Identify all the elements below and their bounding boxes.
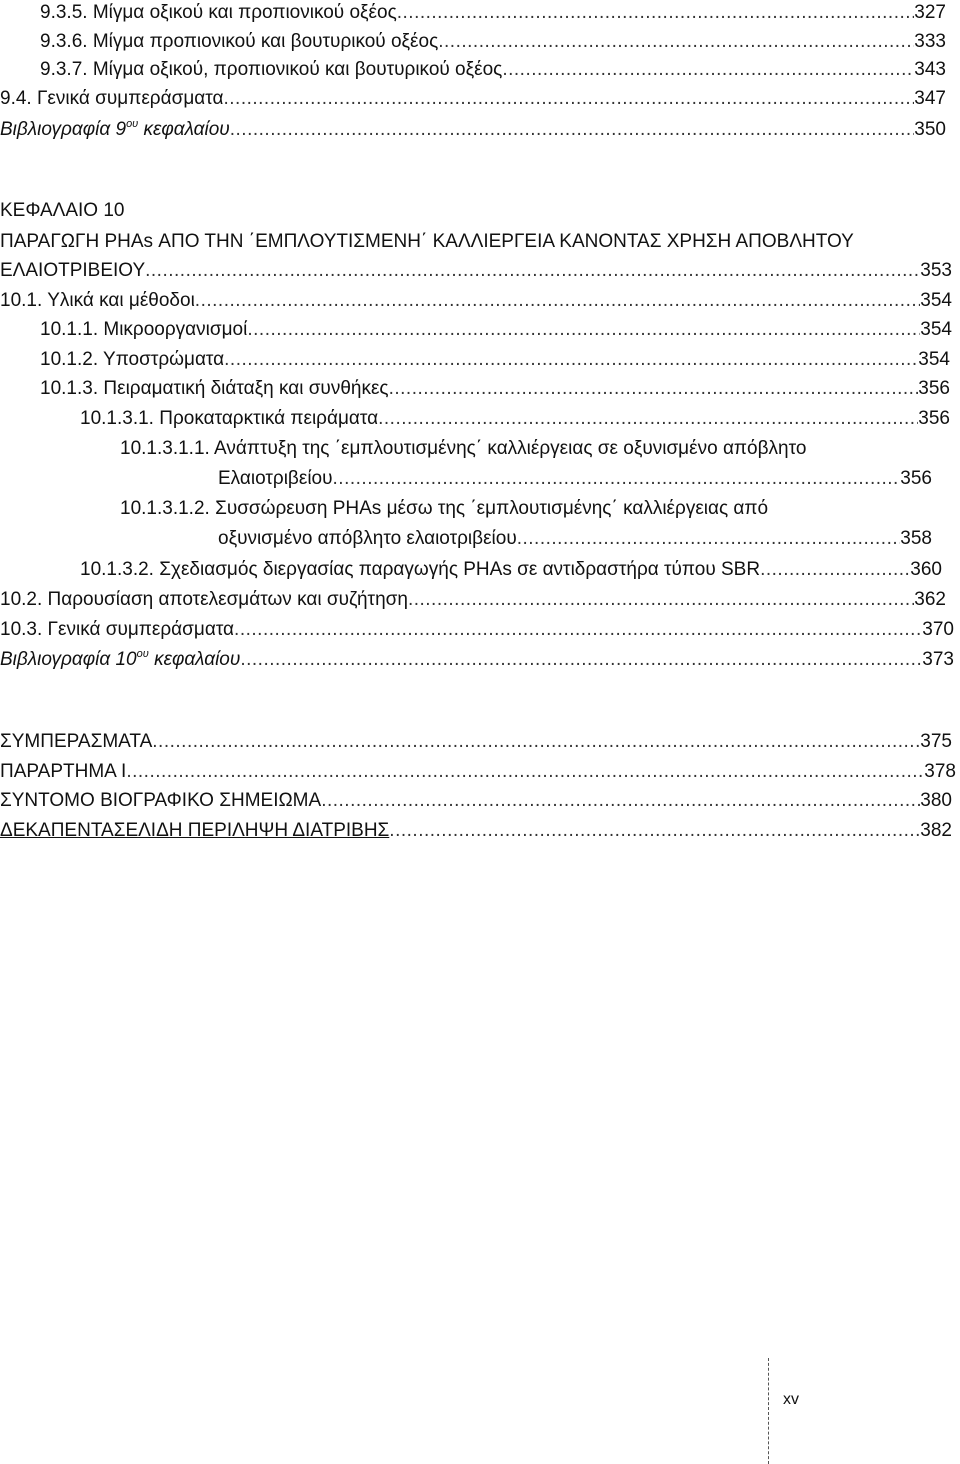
- toc-entry-label: Ελαιοτριβείου: [218, 468, 333, 489]
- toc-page-number: 380: [920, 790, 952, 811]
- toc-page-number: 347: [914, 88, 946, 109]
- toc-entry[interactable]: [0, 617, 960, 643]
- toc-page-number: 356: [918, 408, 950, 429]
- leader-dots: [389, 818, 920, 844]
- toc-page-number: 362: [914, 589, 946, 610]
- toc-entry[interactable]: [0, 86, 960, 112]
- toc-entry-line1[interactable]: [0, 436, 960, 462]
- toc-entry-label: 10.1.2. Υποστρώματα: [40, 349, 225, 370]
- leader-dots: [247, 317, 920, 343]
- leader-dots: [240, 647, 922, 673]
- toc-entry[interactable]: [0, 57, 960, 83]
- toc-entry[interactable]: [0, 376, 960, 402]
- toc-entry-label: 10.1.3.1.1. Ανάπτυξη της ΄εμπλουτισμένης΄ καλλιέργειας σε οξυνισμένο απόβλητο: [120, 438, 807, 459]
- toc-page-number: 354: [920, 290, 952, 311]
- toc-entry-label: ΠΑΡΑΡΤΗΜΑ Ι: [0, 761, 127, 782]
- footer-divider: [768, 1358, 769, 1464]
- leader-dots: [408, 587, 914, 613]
- toc-entry-label: ΣΥΜΠΕΡΑΣΜΑΤΑ: [0, 731, 153, 752]
- toc-entry-label: 10.1.1. Μικροοργανισμοί: [40, 319, 248, 340]
- toc-entry-label: 10.2. Παρουσίαση αποτελεσμάτων και συζήτηση: [0, 589, 408, 610]
- toc-entry-label: 10.1.3.2. Σχεδιασμός διεργασίας παραγωγής PHAs σε αντιδραστήρα τύπου SBR: [80, 559, 761, 580]
- toc-entry-label: 9.3.5. Μίγμα οξικού και προπιονικού οξέος: [40, 2, 397, 23]
- leader-dots: [378, 406, 918, 432]
- toc-entry-label: 10.1. Υλικά και μέθοδοι: [0, 290, 195, 311]
- toc-page-number: 343: [914, 59, 946, 80]
- toc-entry[interactable]: [0, 587, 960, 613]
- leader-dots: [438, 29, 914, 55]
- toc-entry-label: ΕΛΑΙΟΤΡΙΒΕΙΟΥ: [0, 260, 146, 281]
- toc-page-number: 373: [922, 649, 954, 670]
- leader-dots: [195, 288, 921, 314]
- superscript: ου: [136, 648, 149, 660]
- toc-page-number: 356: [900, 468, 932, 489]
- leader-dots: [126, 759, 924, 785]
- leader-dots: [230, 117, 915, 143]
- leader-dots: [333, 466, 901, 492]
- toc-entry-label: 10.1.3. Πειραματική διάταξη και συνθήκες: [40, 378, 389, 399]
- toc-entry-label: Βιβλιογραφία $9^{o\upsilon}$ κεφαλαίου: [0, 118, 230, 140]
- toc-entry-label: 9.3.7. Μίγμα οξικού, προπιονικού και βουτυρικού οξέος: [40, 59, 503, 80]
- chapter-heading: ΚΕΦΑΛΑΙΟ 10: [0, 200, 125, 221]
- toc-page-number: 353: [920, 260, 952, 281]
- toc-entry[interactable]: [0, 406, 960, 432]
- toc-entry-label: 9.4. Γενικά συμπεράσματα: [0, 88, 224, 109]
- toc-page-number: 358: [900, 528, 932, 549]
- footer-page-number: xv: [783, 1391, 799, 1408]
- leader-dots: [145, 258, 920, 284]
- toc-entry-bibliography-9[interactable]: [0, 117, 960, 143]
- leader-dots: [389, 376, 919, 402]
- toc-entry[interactable]: [0, 347, 960, 373]
- toc-page-number: 327: [914, 2, 946, 23]
- toc-page-number: 378: [924, 761, 956, 782]
- toc-entry-label: 10.1.3.1. Προκαταρκτικά πειράματα: [80, 408, 379, 429]
- leader-dots: [760, 557, 910, 583]
- toc-entry-line1[interactable]: [0, 496, 960, 522]
- leader-dots: [502, 57, 914, 83]
- toc-entry[interactable]: [0, 288, 960, 314]
- toc-entry-label: ΣΥΝΤΟΜΟ ΒΙΟΓΡΑΦΙΚΟ ΣΗΜΕΙΩΜΑ: [0, 790, 322, 811]
- chapter-title-line1[interactable]: ΠΑΡΑΓΩΓΗ PHAs ΑΠΟ ΤΗΝ ΄ΕΜΠΛΟΥΤΙΣΜΕΝΗ΄ ΚΑΛΛΙΕΡΓΕΙΑ ΚΑΝΟΝΤΑΣ ΧΡΗΣΗ ΑΠΟΒΛΗΤΟΥ: [0, 231, 854, 252]
- leader-dots: [224, 347, 918, 373]
- toc-entry[interactable]: [0, 788, 960, 814]
- toc-page-number: 375: [920, 731, 952, 752]
- toc-entry-label: 10.3. Γενικά συμπεράσματα: [0, 619, 235, 640]
- toc-entry-line2[interactable]: [0, 526, 960, 552]
- toc-entry-bibliography-10[interactable]: [0, 647, 960, 673]
- toc-page-number: 356: [918, 378, 950, 399]
- toc-page-number: 354: [918, 349, 950, 370]
- toc-page-number: 354: [920, 319, 952, 340]
- toc-entry[interactable]: [0, 0, 960, 26]
- toc-entry[interactable]: [0, 759, 960, 785]
- leader-dots: [321, 788, 920, 814]
- leader-dots: [223, 86, 914, 112]
- toc-page-number: 360: [910, 559, 942, 580]
- superscript: ου: [126, 118, 139, 130]
- toc-page-number: 350: [914, 119, 946, 140]
- toc-entry[interactable]: [0, 729, 960, 755]
- toc-page-number: 333: [914, 31, 946, 52]
- leader-dots: [234, 617, 922, 643]
- toc-page-number: 370: [922, 619, 954, 640]
- toc-entry-label: ΔΕΚΑΠΕΝΤΑΣΕΛΙΔΗ ΠΕΡΙΛΗΨΗ ΔΙΑΤΡΙΒΗΣ: [0, 820, 390, 841]
- leader-dots: [397, 0, 915, 26]
- toc-entry[interactable]: [0, 29, 960, 55]
- chapter-title-line2[interactable]: [0, 258, 960, 284]
- toc-entry-label: Βιβλιογραφία $10^{o\upsilon}$ κεφαλαίου: [0, 648, 241, 670]
- toc-entry-label: οξυνισμένο απόβλητο ελαιοτριβείου: [218, 528, 517, 549]
- leader-dots: [517, 526, 901, 552]
- toc-entry[interactable]: [0, 557, 960, 583]
- toc-page-number: 382: [920, 820, 952, 841]
- toc-entry-label: 9.3.6. Μίγμα προπιονικού και βουτυρικού οξέος: [40, 31, 439, 52]
- toc-entry-label: 10.1.3.1.2. Συσσώρευση PHAs μέσω της ΄εμπλουτισμένης΄ καλλιέργειας από: [120, 498, 769, 519]
- toc-entry-line2[interactable]: [0, 466, 960, 492]
- toc-entry[interactable]: [0, 818, 960, 844]
- toc-entry[interactable]: [0, 317, 960, 343]
- leader-dots: [152, 729, 920, 755]
